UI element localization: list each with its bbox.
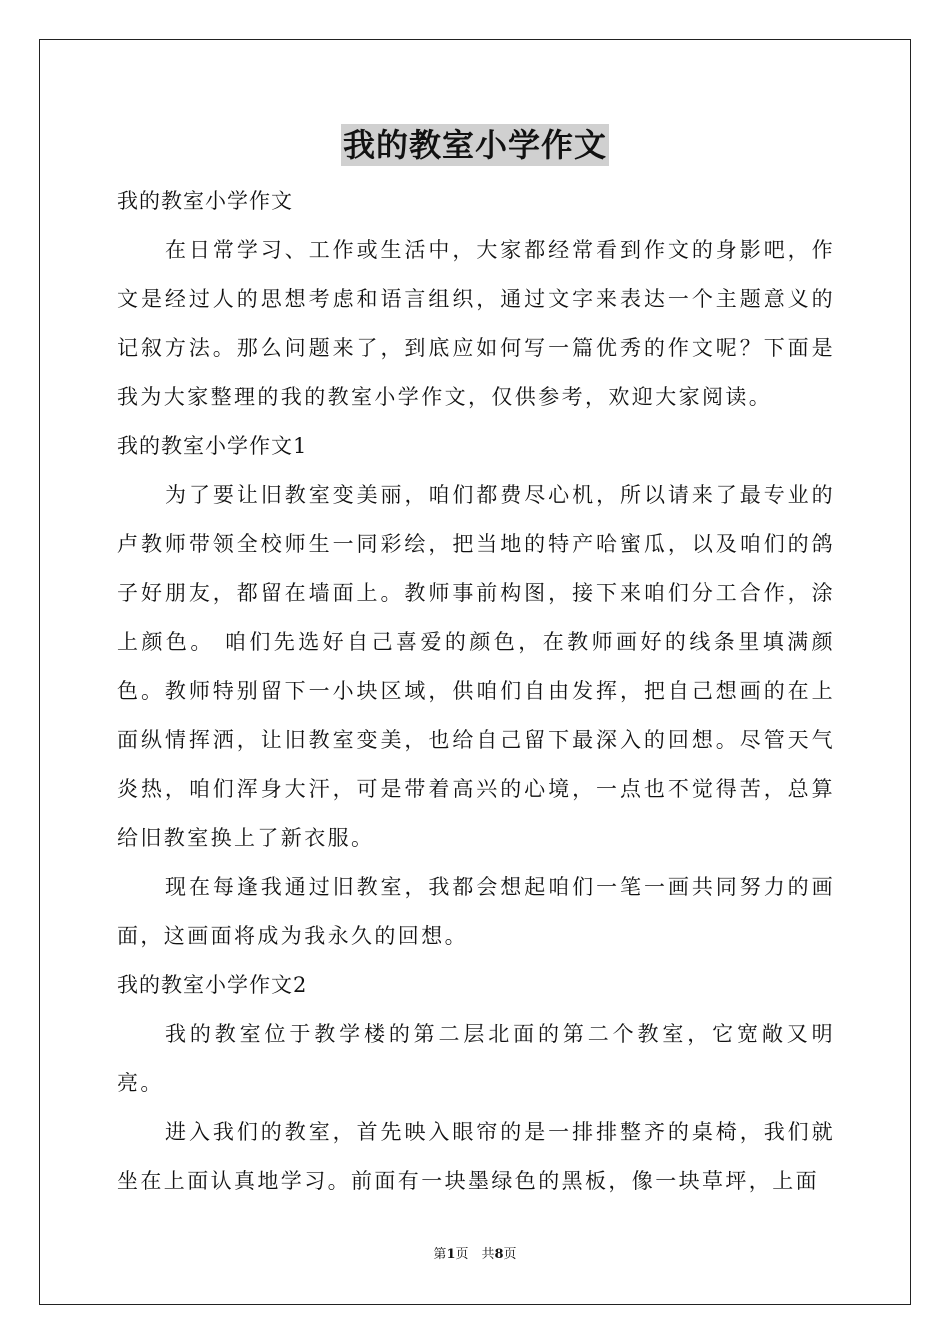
- page-footer: [0, 1246, 950, 1264]
- page-current: 1: [446, 1247, 456, 1262]
- paragraph: 我的教室位于教学楼的第二层北面的第二个教室，它宽敞又明亮。: [117, 1022, 835, 1095]
- document-body: [117, 177, 835, 1206]
- paragraph: 现在每逢我通过旧教室，我都会想起咱们一笔一画共同努力的画面，这画面将成为我永久的回想。: [117, 875, 835, 948]
- title-container: [0, 124, 950, 166]
- page-total: 8: [494, 1247, 504, 1262]
- section-heading: 我的教室小学作文2: [117, 973, 308, 997]
- paragraph: 进入我们的教室，首先映入眼帘的是一排排整齐的桌椅，我们就坐在上面认真地学习。前面有一块墨绿色的黑板，像一块草坪，上面: [117, 1120, 835, 1193]
- paragraph: 为了要让旧教室变美丽，咱们都费尽心机，所以请来了最专业的卢教师带领全校师生一同彩绘，把当地的特产哈蜜瓜，以及咱们的鸽子好朋友，都留在墙面上。教师事前构图，接下来咱们分工合作，涂上颜色。 咱们先选好自己喜爱的颜色，在教师画好的线条里填满颜色。教师特别留下一小块区域，供咱们自由发挥，把自己想画的在上面纵情挥洒，让旧教室变美，也给自己留下最深入的回想。尽管天气炎热，咱们浑身大汗，可是带着高兴的心境，一点也不觉得苦，总算给旧教室换上了新衣服。: [117, 483, 835, 850]
- document-title: 我的教室小学作文: [342, 126, 607, 164]
- page-label-prefix: 第: [433, 1247, 447, 1262]
- section-heading: 我的教室小学作文1: [117, 434, 308, 458]
- paragraph: 在日常学习、工作或生活中，大家都经常看到作文的身影吧，作文是经过人的思想考虑和语言组织，通过文字来表达一个主题意义的记叙方法。那么问题来了，到底应如何写一篇优秀的作文呢？下面是我为大家整理的我的教室小学作文，仅供参考，欢迎大家阅读。: [117, 238, 835, 409]
- section-heading: 我的教室小学作文: [117, 189, 293, 213]
- page-label-mid: 页 共: [455, 1247, 495, 1262]
- page-label-suffix: 页: [503, 1247, 517, 1262]
